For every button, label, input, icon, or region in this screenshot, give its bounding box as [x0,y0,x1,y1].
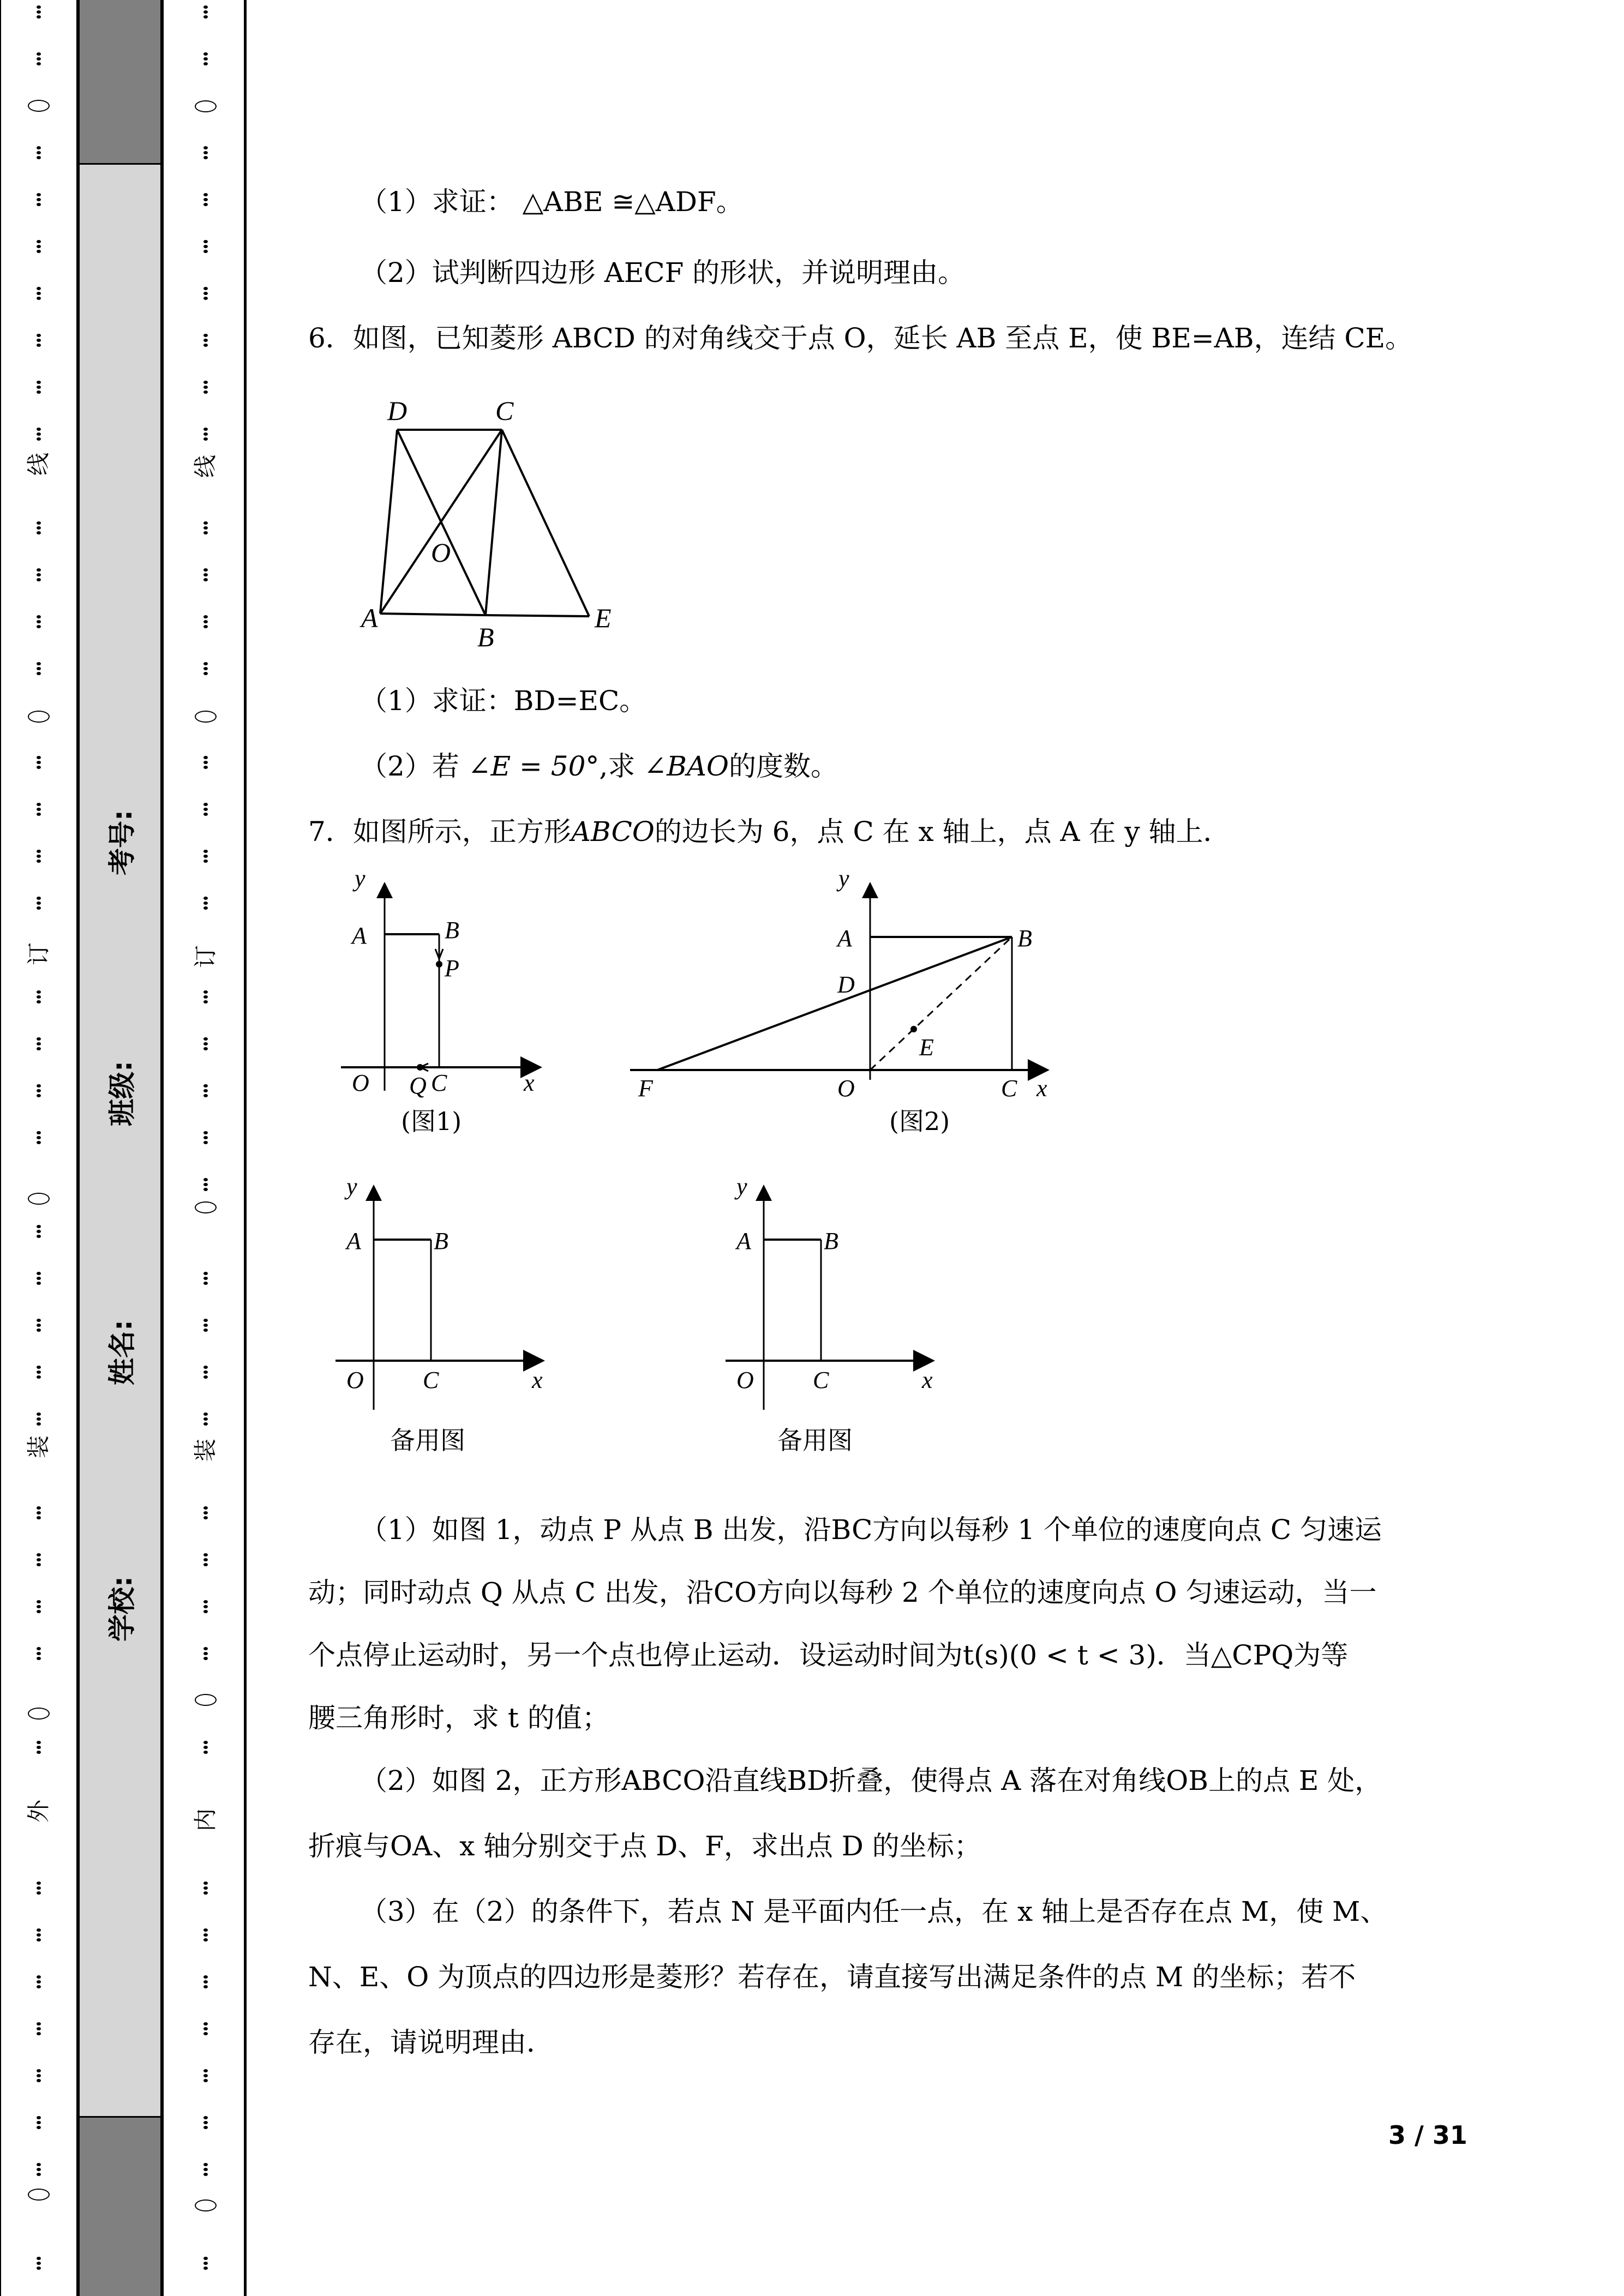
label-o: O [352,1069,369,1096]
caption-figure-1: (图1) [401,1107,462,1136]
q6-angle-e: ∠E = 50° [468,750,600,782]
dot-separator [203,615,208,630]
dot-separator [203,5,208,20]
label-a: A [736,1228,751,1254]
diagonal-db [397,430,486,615]
label-b: B [824,1228,838,1254]
q7-stem-prefix: 7．如图所示，正方形 [308,816,571,848]
caption-spare-figure-1: 备用图 [390,1426,465,1455]
dot-separator [203,521,208,536]
dot-separator [203,2163,208,2178]
label-x: x [1036,1075,1047,1102]
dot-separator [37,1272,41,1287]
label-a: A [346,1228,361,1254]
dot-separator [203,1084,208,1099]
dot-separator [37,521,41,536]
dot-separator [37,1928,41,1943]
q6-part2-suffix: 的度数。 [728,750,838,782]
seal-mark-zhuang: 装 [191,1438,219,1462]
dot-separator [203,990,208,1005]
q7-part3-line-2: N、E、O 为顶点的四边形是菱形？若存在，请直接写出满足条件的点 M 的坐标；若不 [308,1961,1356,1993]
dot-separator [37,287,41,302]
dot-separator [203,52,208,67]
dot-separator [37,1225,41,1240]
student-info-column [80,0,164,2296]
dot-separator [37,193,41,208]
q7-part2-line-2: 折痕与OA、x 轴分别交于点 D、F，求出点 D 的坐标； [308,1830,981,1862]
q7-part1-line-1: （1）如图 1，动点 P 从点 B 出发，沿BC方向以每秒 1 个单位的速度向点 C 匀速运 [360,1514,1382,1546]
label-c: C [495,395,514,426]
dot-separator [203,1319,208,1333]
dot-separator [37,662,41,677]
label-x: x [922,1367,933,1393]
q7-part1-line-3: 个点停止运动时，另一个点也停止运动．设运动时间为t(s)(0 < t < 3)．当△CPQ为等 [308,1639,1349,1671]
label-y: y [346,1173,357,1200]
dot-separator [203,381,208,395]
label-o: O [431,537,451,568]
label-b: B [434,1228,448,1254]
dot-separator [203,1741,208,1756]
dot-separator [37,1553,41,1568]
label-f: F [638,1075,653,1102]
dot-separator [203,146,208,161]
caption-spare-figure-2: 备用图 [777,1426,853,1455]
class-label: 班级: [106,1061,138,1126]
dot-separator [203,1975,208,1990]
q7-part2-line-1: （2）如图 2，正方形ABCO沿直线BD折叠，使得点 A 落在对角线OB上的点 E 处， [360,1765,1382,1796]
q7-part1-line-2: 动；同时动点 Q 从点 C 出发，沿CO方向以每秒 2 个单位的速度向点 O 匀速运动，当一 [308,1577,1377,1608]
dot-separator [37,897,41,911]
shaded-block-bottom [80,2116,160,2296]
label-d: D [837,971,855,998]
label-q: Q [409,1072,427,1099]
school-label: 学校: [106,1576,138,1642]
label-x: x [524,1069,535,1096]
dot-separator [203,1037,208,1052]
seal-mark-ding: 订 [25,942,52,966]
q6-part1: （1）求证：BD=EC。 [360,685,647,717]
edge-ce [502,430,589,616]
label-b: B [445,917,459,943]
seal-mark-zhuang: 装 [25,1435,52,1459]
dot-separator [203,334,208,348]
dot-separator [203,193,208,208]
q7-figure-2 [630,867,1056,1136]
dot-separator [203,1647,208,1662]
shaded-block-top [80,0,160,165]
dot-separator [203,2022,208,2037]
dot-separator [203,803,208,818]
dot-separator [37,52,41,67]
dot-separator [203,1882,208,1896]
dot-separator [203,287,208,302]
dot-separator [37,568,41,583]
q5-part2: （2）试判断四边形 AECF 的形状，并说明理由。 [360,257,966,288]
dot-separator [203,1131,208,1146]
binding-hole-icon [28,1193,50,1205]
dot-separator [37,2257,41,2271]
q7-spare-figure-2 [726,1170,976,1455]
label-y: y [736,1173,747,1200]
dot-separator [37,1131,41,1146]
dot-separator [203,1506,208,1521]
dot-separator [203,568,208,583]
dot-separator [37,2163,41,2178]
dot-separator [37,381,41,395]
label-x: x [532,1367,543,1393]
dot-separator [37,2116,41,2131]
seal-mark-nei: 内 [191,1808,219,1832]
binding-outer-column [0,0,80,2296]
label-b: B [477,622,494,649]
dot-separator [37,850,41,864]
dot-separator [37,1413,41,1427]
fold-line-fb [657,937,1012,1070]
label-c: C [423,1367,439,1393]
seal-mark-ding: 订 [191,945,219,969]
label-c: C [813,1367,829,1393]
label-y: y [838,867,849,892]
label-c: C [1001,1075,1017,1102]
cut-line-dots [1,0,76,2296]
q6-angle-bao: ∠BAO [644,750,729,782]
diagonal-ob [870,937,1012,1070]
dot-separator [203,1600,208,1615]
label-e: E [919,1034,934,1061]
q7-stem [308,815,1231,848]
label-p: P [445,955,459,982]
cut-line-dots [167,0,244,2296]
dot-separator [203,2069,208,2084]
seal-mark-xian: 线 [25,452,52,476]
caption-figure-2: (图2) [889,1107,950,1136]
edge-ab [380,614,486,615]
dot-separator [37,146,41,161]
dot-separator [37,1647,41,1662]
q7-part3-line-3: 存在，请说明理由． [308,2027,554,2058]
q5-part1: （1）求证： △ABE ≅△ADF。 [360,186,744,218]
binding-hole-icon [195,1201,217,1213]
edge-da [380,430,397,614]
dot-separator [203,2116,208,2131]
point-p [436,961,442,967]
dot-separator [203,2257,208,2271]
dot-separator [37,1506,41,1521]
binding-hole-icon [28,711,50,723]
dot-separator [203,897,208,911]
dot-separator [203,1928,208,1943]
seal-mark-wai: 外 [25,1799,52,1823]
q7-square-name: ABCO [571,816,655,848]
binding-hole-icon [195,2199,217,2211]
dot-separator [37,1037,41,1052]
binding-hole-icon [28,1708,50,1720]
dot-separator [37,2069,41,2084]
dot-separator [37,1975,41,1990]
dot-separator [37,1366,41,1380]
label-o: O [736,1367,754,1393]
dot-separator [37,1882,41,1896]
dot-separator [203,1272,208,1287]
dot-separator [37,1600,41,1615]
dot-separator [37,990,41,1005]
label-d: D [387,395,408,426]
binding-hole-icon [28,2189,50,2201]
dot-separator [203,428,208,442]
dot-separator [203,756,208,771]
dot-separator [37,615,41,630]
q6-stem: 6．如图，已知菱形 ABCD 的对角线交于点 O，延长 AB 至点 E，使 BE=AB，连结 CE。 [308,322,1413,354]
label-o: O [346,1367,364,1393]
q7-part1-line-4: 腰三角形时，求 t 的值； [308,1702,609,1734]
label-o: O [837,1075,855,1102]
binding-hole-icon [195,711,217,723]
dot-separator [37,2022,41,2037]
label-b: B [1017,925,1032,952]
edge-cb [486,430,502,615]
label-e: E [595,603,612,633]
edge-be [486,615,589,616]
dot-separator [37,756,41,771]
q6-part2 [360,750,838,783]
dot-separator [37,803,41,818]
q7-stem-suffix: 的边长为 6，点 C 在 x 轴上，点 A 在 y 轴上． [654,816,1231,848]
point-q [417,1064,423,1071]
label-a: A [352,922,367,949]
name-label: 姓名: [106,1320,138,1385]
dot-separator [37,428,41,442]
dot-separator [203,850,208,864]
q7-part3-line-1: （3）在（2）的条件下，若点 N 是平面内任一点，在 x 轴上是否存在点 M，使 M、 [360,1896,1388,1927]
point-e [910,1026,917,1032]
q7-spare-figure-1 [335,1170,586,1455]
dot-separator [37,1084,41,1099]
label-c: C [431,1069,447,1096]
dot-separator [203,1366,208,1380]
binding-hole-icon [28,100,50,112]
dot-separator [37,1319,41,1333]
exam-number-label: 考号: [106,810,138,875]
label-a: A [837,925,852,952]
q7-figure-1 [335,867,565,1136]
dot-separator [203,1178,208,1193]
dot-separator [203,1413,208,1427]
q6-rhombus-figure [355,393,616,651]
label-y: y [355,867,365,892]
dot-separator [203,662,208,677]
seal-mark-xian: 线 [191,454,219,478]
dot-separator [37,1741,41,1756]
label-a: A [361,603,378,633]
dot-separator [37,5,41,20]
binding-hole-icon [195,100,217,112]
binding-inner-column [167,0,247,2296]
q6-part2-mid: ,求 [599,750,644,782]
page-number: 3 / 31 [1388,2120,1467,2150]
binding-hole-icon [195,1694,217,1706]
q6-part2-prefix: （2）若 [360,750,468,782]
dot-separator [37,240,41,255]
dot-separator [203,1553,208,1568]
dot-separator [37,334,41,348]
dot-separator [203,240,208,255]
